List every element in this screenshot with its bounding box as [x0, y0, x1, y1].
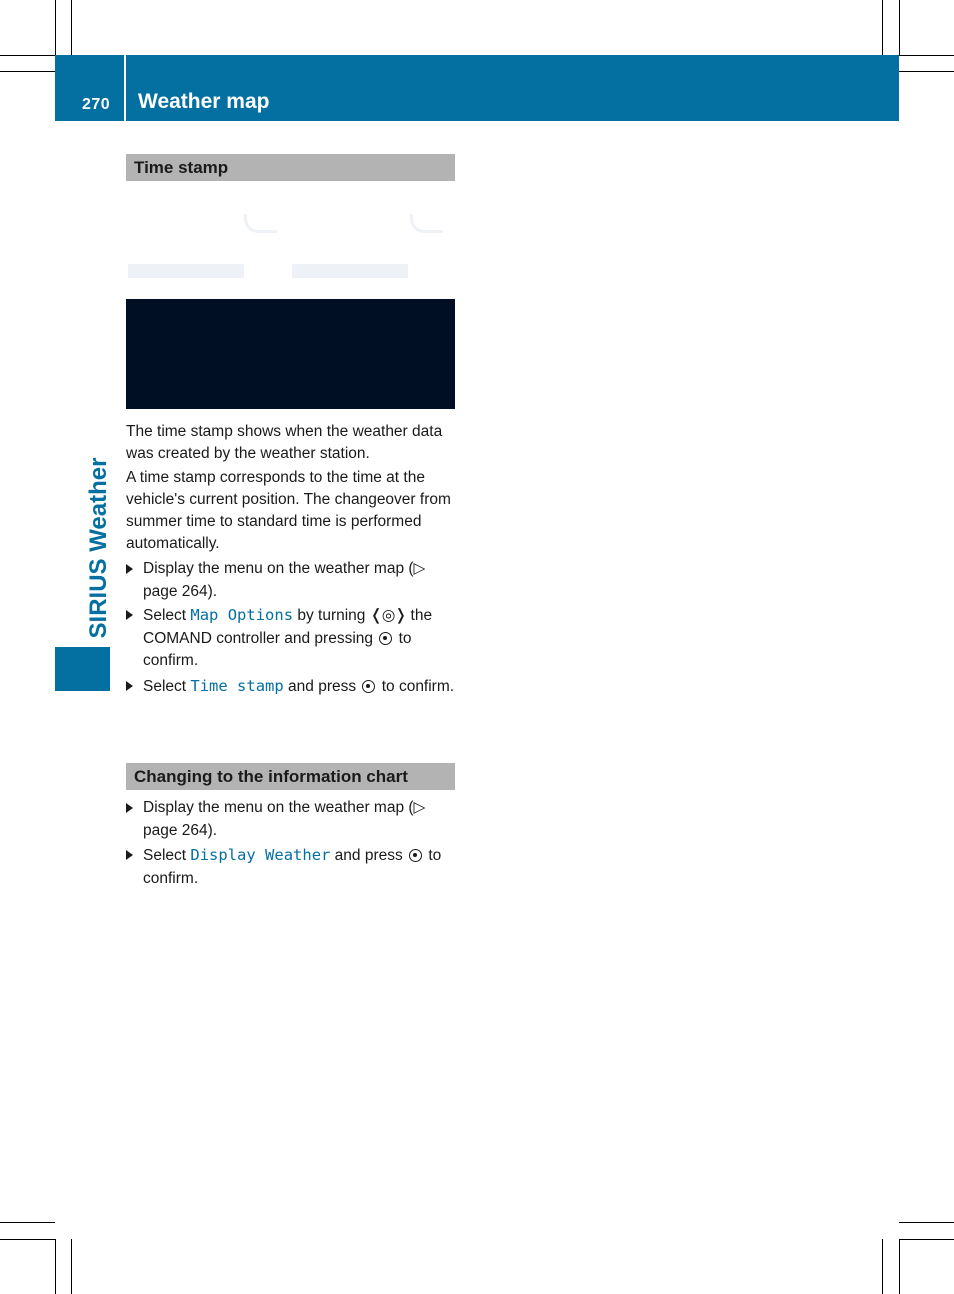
- triangle-bullet-icon: [126, 681, 133, 691]
- step-text: to confirm.: [143, 629, 412, 669]
- crop-mark: [899, 1239, 900, 1294]
- instruction-step: [126, 844, 458, 890]
- step-text: Select: [143, 847, 191, 864]
- press-controller-icon: [379, 632, 392, 645]
- page-title: Weather map: [138, 90, 270, 113]
- paragraph: A time stamp corresponds to the time at the vehicle's current position. The changeover from summer time to standard time is performed automatically.: [126, 469, 451, 552]
- instruction-step: [126, 797, 458, 842]
- triangle-bullet-icon: [126, 803, 133, 813]
- step-text: and press: [283, 678, 361, 695]
- screen-image-faded: [126, 200, 455, 299]
- step-text: to confirm.: [143, 847, 442, 887]
- crop-mark: [899, 1239, 954, 1240]
- triangle-bullet-icon: [126, 850, 133, 860]
- step-text: Select: [143, 678, 191, 695]
- step-text: Display the menu on the weather map (▷ page 264).: [143, 560, 426, 600]
- crop-mark: [899, 1222, 954, 1223]
- step-text: the COMAND controller and pressing: [143, 607, 433, 647]
- turn-controller-icon: ❬◎❭: [369, 607, 407, 624]
- step-text: Select: [143, 607, 191, 624]
- chapter-label: SIRIUS Weather: [85, 457, 112, 639]
- page-number: 270: [82, 96, 111, 113]
- crop-mark: [0, 71, 55, 72]
- crop-mark: [899, 55, 954, 56]
- crop-mark: [882, 1239, 883, 1294]
- crop-mark: [71, 0, 72, 55]
- instruction-step: [126, 604, 458, 673]
- menu-item-reference: Display Weather: [190, 846, 331, 864]
- crop-mark: [0, 1239, 55, 1240]
- press-controller-icon: [409, 849, 422, 862]
- crop-mark: [0, 55, 55, 56]
- crop-mark: [882, 0, 883, 55]
- menu-item-reference: Time stamp: [190, 677, 284, 695]
- step-text: and press: [330, 847, 408, 864]
- step-text: Display the menu on the weather map (▷ page 264).: [143, 799, 426, 839]
- crop-mark: [55, 0, 56, 55]
- crop-mark: [0, 1222, 55, 1223]
- menu-item-reference: Map Options: [190, 606, 294, 624]
- paragraph: The time stamp shows when the weather data was created by the weather station.: [126, 423, 443, 462]
- triangle-bullet-icon: [126, 610, 133, 620]
- triangle-bullet-icon: [126, 564, 133, 574]
- section-heading-time-stamp: Time stamp: [126, 154, 455, 181]
- crop-mark: [899, 71, 954, 72]
- press-controller-icon: [362, 680, 375, 693]
- section-heading-information-chart: Changing to the information chart: [126, 763, 455, 790]
- chapter-tab: [55, 647, 110, 691]
- step-text: by turning: [293, 607, 370, 624]
- screen-image: [126, 299, 455, 409]
- step-text: to confirm.: [377, 678, 455, 695]
- crop-mark: [55, 1239, 56, 1294]
- crop-mark: [71, 1239, 72, 1294]
- instruction-step: [126, 558, 458, 603]
- crop-mark: [899, 0, 900, 55]
- header-divider: [124, 55, 126, 121]
- instruction-step: [126, 675, 458, 699]
